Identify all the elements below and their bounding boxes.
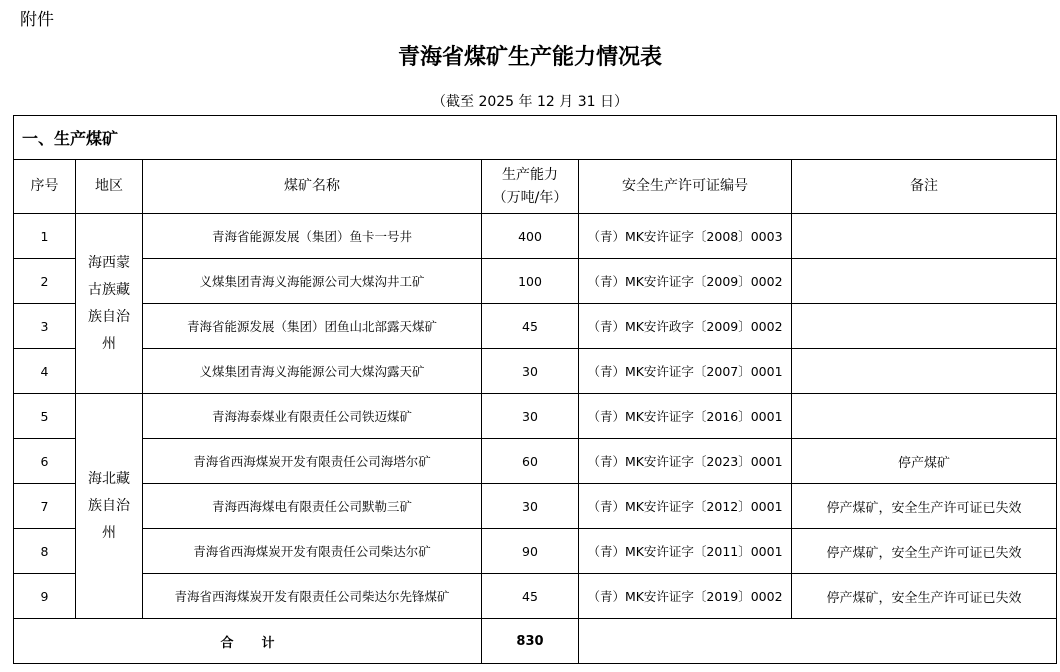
total-label: 合计 bbox=[14, 619, 482, 664]
cell-name: 青海省西海煤炭开发有限责任公司柴达尔矿 bbox=[143, 529, 482, 574]
cell-capacity: 30 bbox=[482, 349, 579, 394]
section-title: 一、生产煤矿 bbox=[14, 116, 1057, 160]
cell-license: （青）MK安许证字〔2011〕0001 bbox=[579, 529, 792, 574]
page-title: 青海省煤矿生产能力情况表 bbox=[397, 45, 662, 70]
table-row bbox=[14, 529, 1057, 574]
cell-capacity: 30 bbox=[482, 394, 579, 439]
cell-no: 9 bbox=[14, 574, 76, 619]
cell-name: 义煤集团青海义海能源公司大煤沟露天矿 bbox=[143, 349, 482, 394]
cell-no: 8 bbox=[14, 529, 76, 574]
cell-no: 4 bbox=[14, 349, 76, 394]
cell-capacity: 90 bbox=[482, 529, 579, 574]
table-row bbox=[14, 349, 1057, 394]
table-row bbox=[14, 259, 1057, 304]
cell-capacity: 100 bbox=[482, 259, 579, 304]
cell-remark bbox=[792, 259, 1057, 304]
region-cell: 海北藏族自治州 bbox=[76, 394, 143, 619]
cell-capacity: 60 bbox=[482, 439, 579, 484]
header-remark: 备注 bbox=[792, 160, 1057, 214]
cell-capacity: 45 bbox=[482, 304, 579, 349]
cell-capacity: 400 bbox=[482, 214, 579, 259]
cell-name: 青海西海煤电有限责任公司默勒三矿 bbox=[143, 484, 482, 529]
cell-name: 青海省能源发展（集团）团鱼山北部露天煤矿 bbox=[143, 304, 482, 349]
cell-license: （青）MK安许证字〔2012〕0001 bbox=[579, 484, 792, 529]
header-capacity-line2: （万吨/年） bbox=[492, 189, 568, 206]
table-row bbox=[14, 214, 1057, 259]
region-cell: 海西蒙古族藏族自治州 bbox=[76, 214, 143, 394]
cell-license: （青）MK安许证字〔2023〕0001 bbox=[579, 439, 792, 484]
table-row bbox=[14, 304, 1057, 349]
cell-capacity: 30 bbox=[482, 484, 579, 529]
header-row bbox=[14, 160, 1057, 214]
cell-name: 青海省能源发展（集团）鱼卡一号井 bbox=[143, 214, 482, 259]
cell-license: （青）MK安许证字〔2016〕0001 bbox=[579, 394, 792, 439]
header-capacity-line1: 生产能力 bbox=[502, 166, 558, 183]
cell-remark bbox=[792, 349, 1057, 394]
cell-remark: 停产煤矿，安全生产许可证已失效 bbox=[792, 529, 1057, 574]
cell-license: （青）MK安许证字〔2009〕0002 bbox=[579, 259, 792, 304]
cell-name: 青海省西海煤炭开发有限责任公司柴达尔先锋煤矿 bbox=[143, 574, 482, 619]
table-row bbox=[14, 574, 1057, 619]
cell-license: （青）MK安许证字〔2008〕0003 bbox=[579, 214, 792, 259]
attachment-label: 附件 bbox=[20, 10, 54, 30]
cell-capacity: 45 bbox=[482, 574, 579, 619]
cell-no: 2 bbox=[14, 259, 76, 304]
table-row bbox=[14, 484, 1057, 529]
section-row bbox=[14, 116, 1057, 160]
cell-no: 7 bbox=[14, 484, 76, 529]
total-blank bbox=[579, 619, 1057, 664]
cell-name: 青海海泰煤业有限责任公司铁迈煤矿 bbox=[143, 394, 482, 439]
cell-no: 5 bbox=[14, 394, 76, 439]
cell-name: 青海省西海煤炭开发有限责任公司海塔尔矿 bbox=[143, 439, 482, 484]
header-capacity bbox=[482, 160, 579, 214]
table-row bbox=[14, 394, 1057, 439]
cell-no: 6 bbox=[14, 439, 76, 484]
cell-name: 义煤集团青海义海能源公司大煤沟井工矿 bbox=[143, 259, 482, 304]
date-note: （截至 2025 年 12 月 31 日） bbox=[432, 94, 628, 110]
total-row bbox=[14, 619, 1057, 664]
cell-license: （青）MK安许证字〔2019〕0002 bbox=[579, 574, 792, 619]
cell-remark: 停产煤矿 bbox=[792, 439, 1057, 484]
header-region: 地区 bbox=[76, 160, 143, 214]
cell-no: 3 bbox=[14, 304, 76, 349]
cell-license: （青）MK安许证字〔2007〕0001 bbox=[579, 349, 792, 394]
header-no: 序号 bbox=[14, 160, 76, 214]
cell-remark: 停产煤矿，安全生产许可证已失效 bbox=[792, 484, 1057, 529]
total-value: 830 bbox=[482, 619, 579, 664]
cell-remark bbox=[792, 394, 1057, 439]
cell-license: （青）MK安许政字〔2009〕0002 bbox=[579, 304, 792, 349]
cell-no: 1 bbox=[14, 214, 76, 259]
header-name: 煤矿名称 bbox=[143, 160, 482, 214]
cell-remark: 停产煤矿，安全生产许可证已失效 bbox=[792, 574, 1057, 619]
cell-remark bbox=[792, 304, 1057, 349]
cell-remark bbox=[792, 214, 1057, 259]
coal-mine-table bbox=[13, 115, 1057, 664]
table-row bbox=[14, 439, 1057, 484]
header-license: 安全生产许可证编号 bbox=[579, 160, 792, 214]
